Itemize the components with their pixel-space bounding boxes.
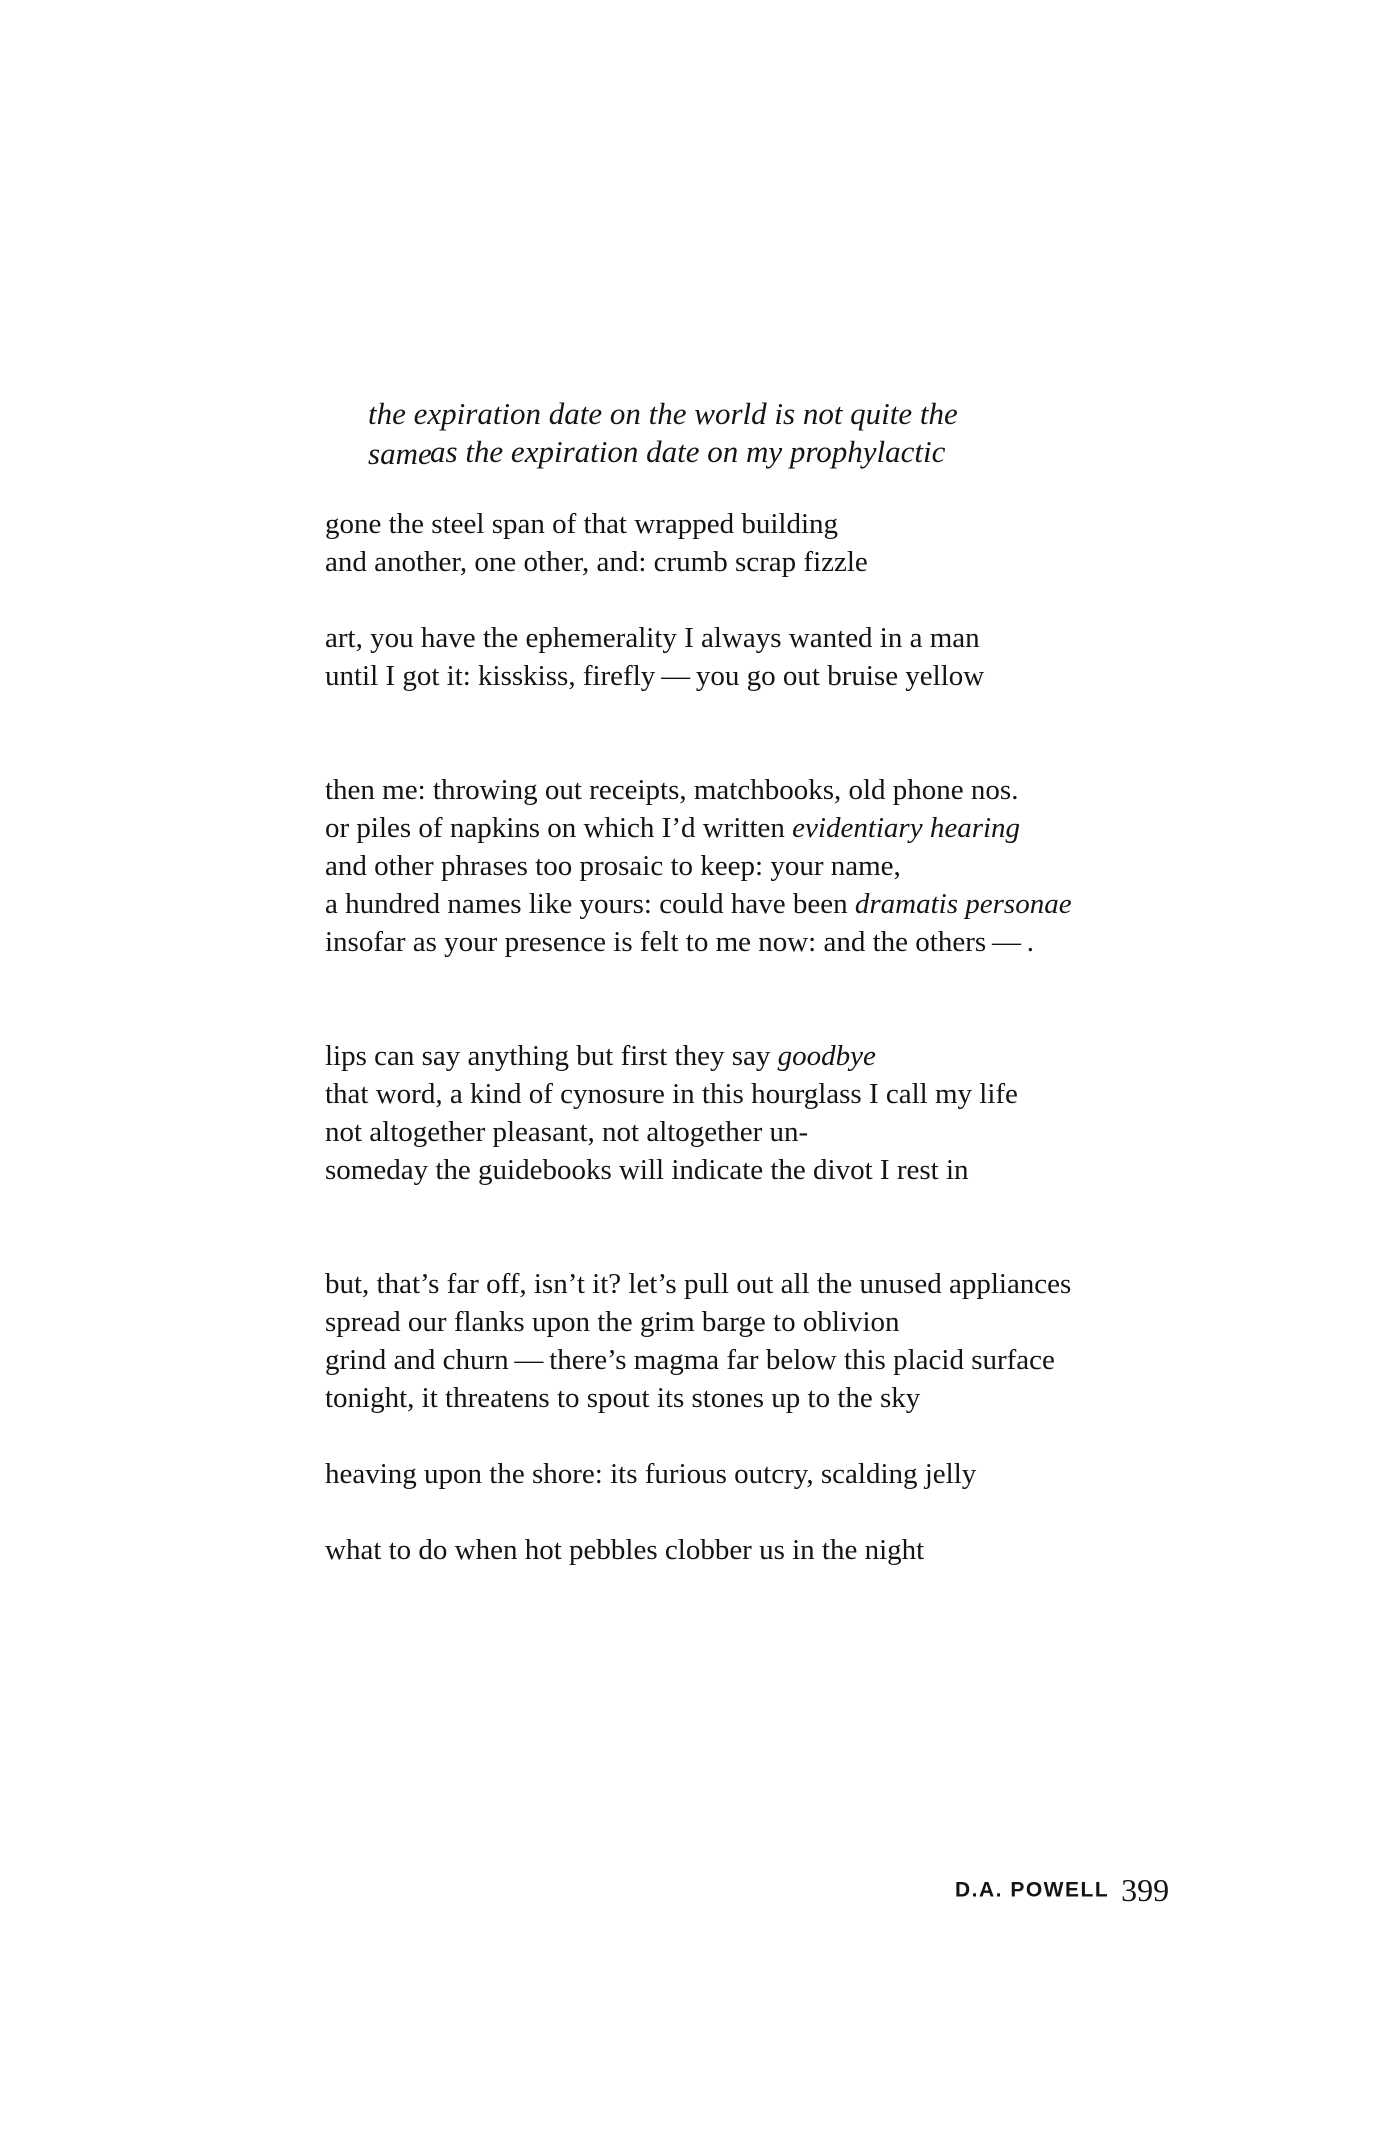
poem-line: what to do when hot pebbles clobber us in the night — [325, 1534, 925, 1566]
poem-line: someday the guidebooks will indicate the divot I rest in — [325, 1154, 969, 1186]
poem-line: tonight, it threatens to spout its stones up to the sky — [325, 1382, 921, 1414]
poem-line: art, you have the ephemerality I always wanted in a man — [325, 622, 980, 654]
poem-line: spread our flanks upon the grim barge to oblivion — [325, 1306, 900, 1338]
poem-line: and another, one other, and: crumb scrap fizzle — [325, 546, 868, 578]
poem-line: or piles of napkins on which I’d written evidentiary hearing — [325, 812, 1021, 844]
poem-line: insofar as your presence is felt to me now: and the others — . — [325, 926, 1035, 958]
poem-line: grind and churn — there’s magma far below this placid surface — [325, 1344, 1055, 1376]
page-number: 399 — [1121, 1872, 1170, 1908]
poem-line: gone the steel span of that wrapped building — [325, 508, 839, 540]
italic-phrase: evidentiary hearing — [792, 812, 1021, 844]
poem-line: until I got it: kisskiss, firefly — you go out bruise yellow — [325, 660, 985, 692]
poem-line: and other phrases too prosaic to keep: your name, — [325, 850, 901, 882]
page-footer — [955, 1872, 1169, 1909]
poem-line: then me: throwing out receipts, matchbooks, old phone nos. — [325, 774, 1019, 806]
author-name: D.A. POWELL — [955, 1878, 1110, 1902]
poem-title-line-1: the expiration date on the world is not quite the same — [368, 396, 958, 471]
poem-line: but, that’s far off, isn’t it? let’s pull out all the unused appliances — [325, 1268, 1072, 1300]
poem-line: heaving upon the shore: its furious outcry, scalding jelly — [325, 1458, 977, 1490]
italic-phrase: goodbye — [777, 1040, 876, 1072]
italic-phrase: dramatis personae — [854, 888, 1072, 920]
poem-line: a hundred names like yours: could have been dramatis personae — [325, 888, 1072, 920]
poem-title-line-2: as the expiration date on my prophylactic — [430, 434, 946, 469]
poem-line: lips can say anything but first they say goodbye — [325, 1040, 876, 1072]
poem-line: that word, a kind of cynosure in this hourglass I call my life — [325, 1078, 1018, 1110]
poem-line: not altogether pleasant, not altogether un- — [325, 1116, 809, 1148]
